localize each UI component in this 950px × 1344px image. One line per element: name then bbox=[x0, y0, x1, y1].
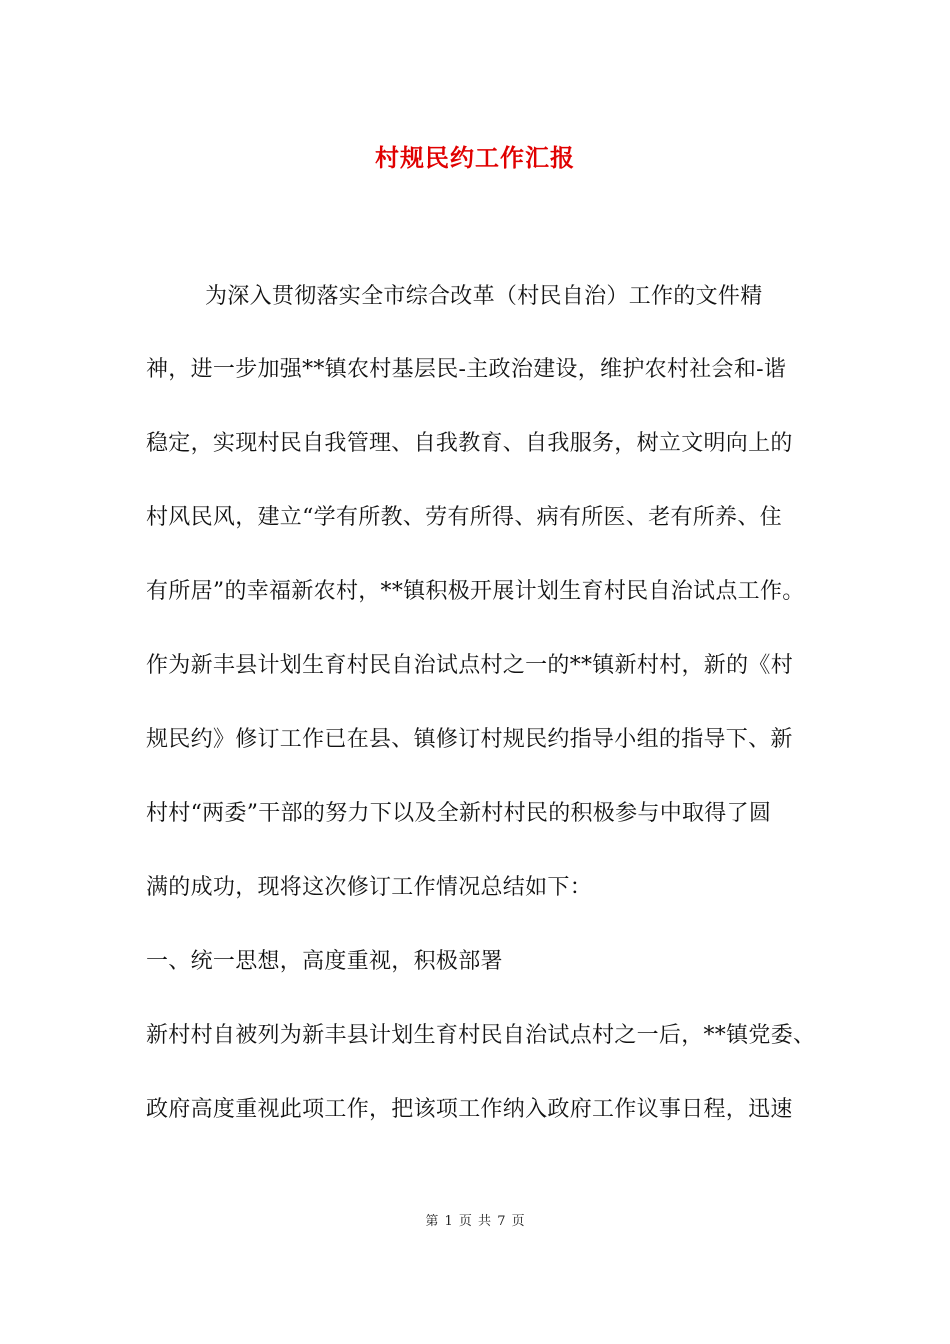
paragraph-line: 为深入贯彻落实全市综合改革（村民自治）工作的文件精 bbox=[205, 284, 763, 309]
paragraph-line: 稳定，实现村民自我管理、自我教育、自我服务，树立文明向上的 bbox=[146, 431, 793, 456]
paragraph-line: 村风民风，建立“学有所教、劳有所得、病有所医、老有所养、住 bbox=[146, 505, 782, 530]
section-heading: 一、统一思想，高度重视，积极部署 bbox=[146, 949, 503, 974]
page-footer: 第 1 页 共 7 页 bbox=[425, 1214, 525, 1229]
paragraph-line: 有所居”的幸福新农村，**镇积极开展计划生育村民自治试点工作。 bbox=[146, 579, 805, 604]
paragraph-line: 新村村自被列为新丰县计划生育村民自治试点村之一后，**镇党委、 bbox=[146, 1023, 816, 1048]
paragraph-line: 作为新丰县计划生育村民自治试点村之一的**镇新村村，新的《村 bbox=[146, 653, 794, 678]
paragraph-line: 村村“两委”干部的努力下以及全新村村民的积极参与中取得了圆 bbox=[146, 801, 772, 826]
paragraph-line: 满的成功，现将这次修订工作情况总结如下： bbox=[146, 875, 593, 900]
paragraph-line: 规民约》修订工作已在县、镇修订村规民约指导小组的指导下、新 bbox=[146, 727, 793, 752]
paragraph-line: 神，进一步加强**镇农村基层民-主政治建设，维护农村社会和-谐 bbox=[146, 357, 787, 382]
document-title: 村规民约工作汇报 bbox=[375, 143, 575, 172]
paragraph-line: 政府高度重视此项工作，把该项工作纳入政府工作议事日程，迅速 bbox=[146, 1097, 793, 1122]
